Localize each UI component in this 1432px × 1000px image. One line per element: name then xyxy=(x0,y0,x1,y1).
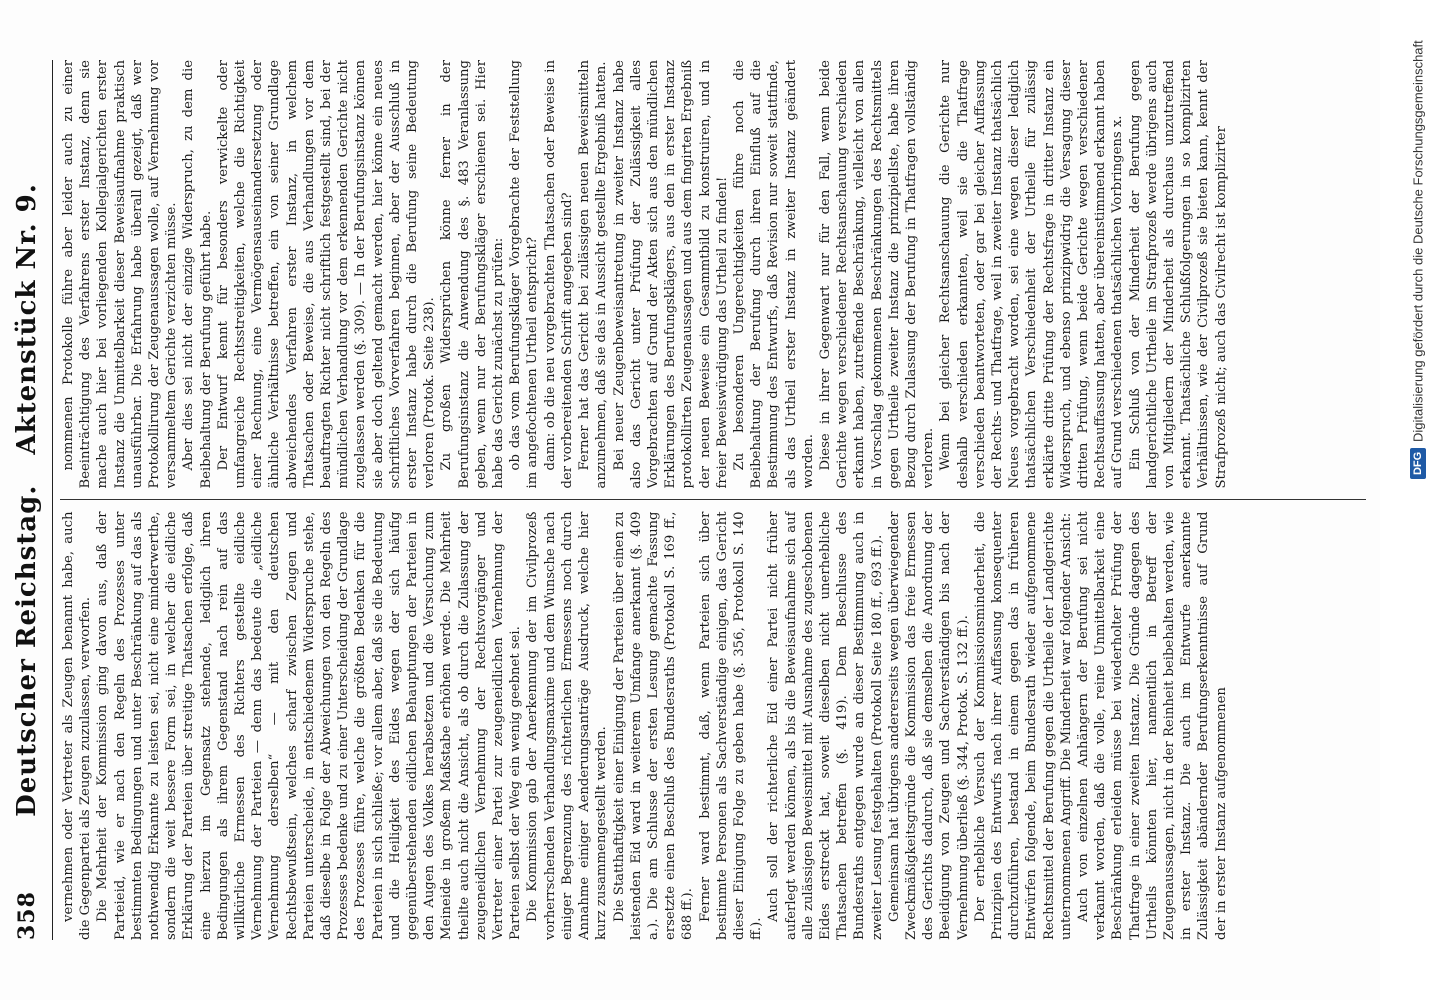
right-column xyxy=(60,60,1366,489)
dfg-logo: DFG xyxy=(1410,448,1426,479)
paragraph: Die Mehrheit der Kommission ging davon aus, daß der Parteieid, wie er nach den Regeln des Prozesses unter bestimmten Bedingungen und unter Beschränkung auf das als nothwendig Erkannte zu leisten sei, nicht eine minderwerthe, sondern die weit bessere Form sei, in welcher die eidliche Erklärung der Parteien über streitige Thatsachen erfolge, daß eine hierzu im Gegensatz stehende, lediglich ihren Bedingungen als ihrem Gegenstand nach rein auf das willkürliche Ermessen des Richters gestellte eidliche Vernehmung der Parteien — denn das bedeute die „eidliche Vernehmung derselben“ — mit den deutschen Rechtsbewußtsein, welches scharf zwischen Zeugen und Parteien unterscheide, in entschiedenem Widerspruche stehe, daß dieselbe in Folge der Abweichungen von den Regeln des Prozesses bedenke und zu einer Unterscheidung der Grundlage des Prozesses führe, welche die größten Bedenken für die Parteien in sich schließe; vor allem aber, daß sie die Bedeutung und die Heiligkeit des Eides wegen der sich häufig gegenüberstehenden eidlichen Behauptungen der Parteien in den Augen des Volkes herabsetzen und die Versuchung zum Meineide in großem Maßstabe erhöhen werde. Die Mehrheit theilte auch nicht die Ansicht, als ob durch die Zulassung der zeugeneidlichen Vernehmung der Rechtsvorgänger und Vertreter einer Partei zur zeugeneidlichen Vernehmung der Parteien selbst der Weg ein wenig geebnet sei. xyxy=(95,511,524,940)
running-head-right: Aktenstück Nr. 9. xyxy=(12,183,42,455)
paragraph: Der Entwurf kennt für besonders verwickelte oder umfangreiche Rechtsstreitigkeiten, welche die Richtigkeit einer Rechnung, eine Vermögensauseinandersetzung oder ähnliche Verhältnisse betreffen, ein von seiner Grundlage abweichendes Verfahren erster Instanz, in welchem Thatsachen oder Beweise, die aus Verhandlungen vor dem beauftragten Richter nicht schriftlich festgestellt sind, bei der mündlichen Verhandlung vor dem erkennenden Gerichte nicht zugelassen werden (§. 309). — In der Berufungsinstanz können sie aber doch geltend gemacht werden, hier könne ein neues schriftliches Vorverfahren beginnen, aber der Ausschluß in erster Instanz habe durch die Berufung seine Bedeutung verloren (Protok. Seite 238). xyxy=(215,60,438,489)
text-columns xyxy=(60,60,1366,940)
paragraph: dann: ob die neu vorgebrachten Thatsachen oder Beweise in der vorbereitenden Schrift angegeben sind? xyxy=(542,60,575,489)
dfg-credit-text: Digitalisierung gefördert durch die Deutsche Forschungsgemeinschaft xyxy=(1410,40,1426,442)
paragraph: Auch soll der richterliche Eid einer Partei nicht früher auferlegt werden können, als bis die Beweisaufnahme sich auf alle zulässigen Beweismittel mit Ausnahme des zugeschobenen Eides erstreckt hat, soweit dieselben nicht unerhebliche Thatsachen betreffen (§. 419). Dem Beschlusse des Bundesraths entgegen wurde an dieser Bestimmung auch in zweiter Lesung festgehalten (Protokoll Seite 180 ff., 693 ff.). xyxy=(766,511,885,940)
paragraph: Gemeinsam hat übrigens andererseits wegen überwiegender Zweckmäßigkeitsgründe die Kommission das freie Ermessen des Gerichts dadurch, daß sie demselben die Anordnung der Beeidigung von Zeugen und Sachverständigen bis nach der Vernehmung überließ (§. 344, Protok. S. 132 ff.). xyxy=(886,511,971,940)
running-head xyxy=(12,60,42,940)
page-number: 358 xyxy=(14,891,40,940)
paragraph: Die Kommission gab der Anerkennung der im Civilprozeß vorherrschenden Verhandlungsmaxime und dem Wunsche nach einiger Begrenzung des richterlichen Ermessens noch durch Annahme einiger Aenderungsanträge Ausdruck, welche hier kurz zusammengestellt werden. xyxy=(525,511,610,940)
paragraph: Zu besonderen Ungerechtigkeiten führe noch die Beibehaltung der Berufung durch ihren Einfluß auf die Bestimmung des Entwurfs, daß Revision nur soweit stattfinde, als das Urtheil erster Instanz in zweiter Instanz geändert worden. xyxy=(731,60,816,489)
paragraph: Der erhebliche Versuch der Kommissionsminderheit, die Prinzipien des Entwurfs nach ihrer Auffassung konsequenter durchzuführen, bestand in einem gegen das in früheren Entwürfen folgende, beim Bundesrath wieder aufgenommene Rechtsmittel der Berufung gegen die Urtheile der Landgerichte unternommenen Angriff. Die Minderheit war folgender Ansicht: xyxy=(972,511,1074,940)
paragraph: vernehmen oder Vertreter als Zeugen benannt habe, auch die Gegenpartei als Zeugen zuzulassen, verworfen. xyxy=(61,511,94,940)
paragraph: Wenn bei gleicher Rechtsanschauung die Gerichte nur deshalb verschieden erkannten, weil sie die Thatfrage verschieden beantworteten, oder gar bei gleicher Auffassung der Rechts- und Thatfrage, weil in zweiter Instanz thatsächlich Neues vorgebracht worden, sei eine wegen dieser lediglich thatsächlichen Verschiedenheit der Urtheile für zulässig erklärte dritte Prüfung der Rechtsfrage in dritter Instanz ein Widerspruch, und ebenso prinzipwidrig die Versagung dieser dritten Prüfung, wenn beide Gerichte wegen verschiedener Rechtsauffassung hatten, aber übereinstimmend erkannt haben auf Grund verschiedenen thatsächlichen Vorbringens x. xyxy=(938,60,1126,489)
paragraph: Ferner hat das Gericht bei zulässigen neuen Beweismitteln anzunehmen, daß sie das in Aussicht gestellte Ergebniß hatten. xyxy=(577,60,610,489)
paragraph: Ferner ward bestimmt, daß, wenn Parteien sich über bestimmte Personen als Sachverständige einigen, das Gericht dieser Einigung Folge zu geben habe (§. 356, Protokoll S. 140 ff.). xyxy=(697,511,765,940)
paragraph: Diese in ihrer Gegenwart nur für den Fall, wenn beide Gerichte wegen verschiedener Rechtsanschauung verschieden erkannt haben, zutreffende Beschränkung, vielleicht von allen in Vorschlag gekommenen Beschränkungen des Rechtsmittels gegen Urtheile zweiter Instanz die prinzipiellste, habe ihren Bezug durch Zulassung der Berufung in Thatfragen vollständig verloren. xyxy=(817,60,937,489)
paragraph: Die Statthaftigkeit einer Einigung der Parteien über einen zu leistenden Eid ward in weiterem Umfange anerkannt (§. 409 a.). Die am Schlusse der ersten Lesung gemachte Fassung ersetzte einen Beschluß des Bundesraths (Protokoll S. 169 ff., 688 ff.). xyxy=(611,511,696,940)
paragraph: Auch von einzelnen Anhängern der Berufung sei nicht verkannt worden, daß die volle, reine Unmittelbarkeit eine Beschränkung erleiden müsse bei wiederholter Prüfung der Thatfrage in einer zweiten Instanz. Die Gründe dagegen des Urtheils könnten hier, namentlich in Betreff der Zeugenaussagen, nicht in der Reinheit beibehalten werden, wie in erster Instanz. Die auch im Entwurfe anerkannte Zulässigkeit abändernder Berufungserkenntnisse auf Grund der in erster Instanz aufgenommenen xyxy=(1075,511,1229,940)
paragraph: Zu großen Widersprüchen könne ferner in der Berufungsinstanz die Anwendung des §. 483 Veranlassung geben, wenn nur der Berufungskläger erschienen sei. Hier habe das Gericht zunächst zu prüfen: xyxy=(439,60,507,489)
paragraph: nommenen Protokolle führe aber leider auch zu einer Beeinträchtigung des Verfahrens erster Instanz, denn sie mache auch hier bei vorliegenden Kollegialgerichten erster Instanz die Unmittelbarkeit dieser Beweisaufnahme praktisch unausführbar. Die Erfahrung habe überall gezeigt, daß wer Protokollirung der Zeugenaussagen wolle, auf Vernehmung vor versammeltem Gerichte verzichten müsse. xyxy=(61,60,180,489)
page-header xyxy=(8,60,53,940)
column-divider xyxy=(60,500,1366,501)
left-column xyxy=(60,512,1366,941)
running-head-left: Deutscher Reichstag. xyxy=(12,484,42,817)
paragraph: Aber dies sei nicht der einzige Widerspruch, zu dem die Beibehaltung der Berufung geführt habe. xyxy=(181,60,214,489)
paragraph: ob das vom Berufungskläger Vorgebrachte der Feststellung im angefochtenen Urtheil entspricht? xyxy=(508,60,541,489)
paragraph: Bei neuer Zeugenbeweisantretung in zweiter Instanz habe also das Gericht unter Prüfung der Zulässigkeit alles Vorgebrachten auf Grund der Akten sich aus den mündlichen Erklärungen des Berufungsklägers, aus den in erster Instanz protokollirten Zeugenaussagen und aus dem fingirten Ergebniß der neuen Beweise ein Gesammtbild zu konstruiren, und in freier Beweiswürdigung das Urtheil zu finden! xyxy=(611,60,730,489)
paragraph: Ein Schluß von der Minderheit der Berufung gegen landgerichtliche Urtheile im Strafprozeß werde übrigens auch von Mitgliedern der Minderheit als durchaus unzutreffend erkannt. Thatsächliche Schlußfolgerungen in so komplizirten Verhältnissen, wie der Civilprozeß sie bieten kann, kennt der Strafprozeß nicht; auch das Civilrecht ist komplizirter xyxy=(1127,60,1229,489)
dfg-credit xyxy=(1410,40,1426,479)
